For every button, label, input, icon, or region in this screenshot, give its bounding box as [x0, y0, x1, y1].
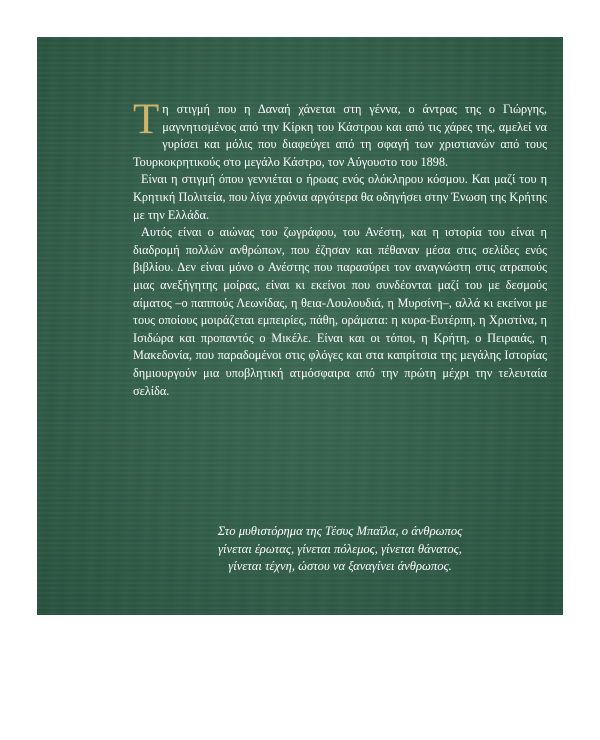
blurb-text	[133, 96, 547, 400]
blurb-paragraph-1-text: η στιγμή που η Δαναή χάνεται στη γέννα, ο άντρας της ο Γιώργης, μαγνητισμένος από την Κίρκη του Κάστρου και από τις χάρες της, αμελεί να γυρίσει και μόλις που διαφεύγει από τη σφαγή των χριστιανών από τους Τουρκοκρητικούς στο μεγάλο Κάστρο, τον Αύγουστο του 1898.	[133, 102, 547, 169]
closing-quote-line-1: Στο μυθιστόρημα της Τέσυς Μπαϊλα, ο άνθρωπος	[217, 524, 463, 538]
closing-quote	[133, 523, 547, 576]
drop-cap-letter: Τ	[133, 96, 160, 143]
blurb-paragraph-2: Είναι η στιγμή όπου γεννιέται ο ήρωας ενός ολόκληρου κόσμου. Και μαζί του η Κρητική Πολιτεία, που λίγα χρόνια αργότερα θα οδηγήσει στην Ένωση της Κρήτης με την Ελλάδα.	[133, 172, 547, 222]
closing-quote-line-3: γίνεται τέχνη, ώστου να ξαναγίνει άνθρωπος.	[228, 559, 452, 574]
book-back-cover	[37, 37, 563, 615]
blurb-paragraph-3: Αυτός είναι ο αιώνας του ζωγράφου, του Ανέστη, και η ιστορία του είναι η διαδρομή πολλών ανθρώπων, που έζησαν και πέθαναν μέσα στις σελίδες ενός βιβλίου. Δεν είναι μόνο ο Ανέστης που παρασύρει τον αναγνώστη στις ατραπούς μιας ανεξήγητης μοίρας, είναι κι εκείνοι που συνδέονται μαζί του με δεσμούς αίματος –ο παππούς Λεωνίδας, η θεια-Λουλουδιά, η Μυρσίνη–, αλλά κι εκείνοι με τους οποίους μοιράζεται εμπειρίες, πάθη, οράματα: η κυρα-Ευτέρπη, η Χριστίνα, η Ισιδώρα και προπαντός ο Μικέλε. Είναι και οι τόποι, η Κρήτη, ο Πειραιάς, η Μακεδονία, που παραδομένοι στις φλόγες και στα καπρίτσια της μεγάλης Ιστορίας δημιουργούν μια υποβλητική ατμόσφαιρα από την πρώτη μέχρι την τελευταία σελίδα.	[133, 225, 547, 398]
closing-quote-line-2: γίνεται έρωτας, γίνεται πόλεμος, γίνεται θάνατος,	[218, 541, 462, 556]
blurb-paragraph-1	[133, 96, 547, 171]
